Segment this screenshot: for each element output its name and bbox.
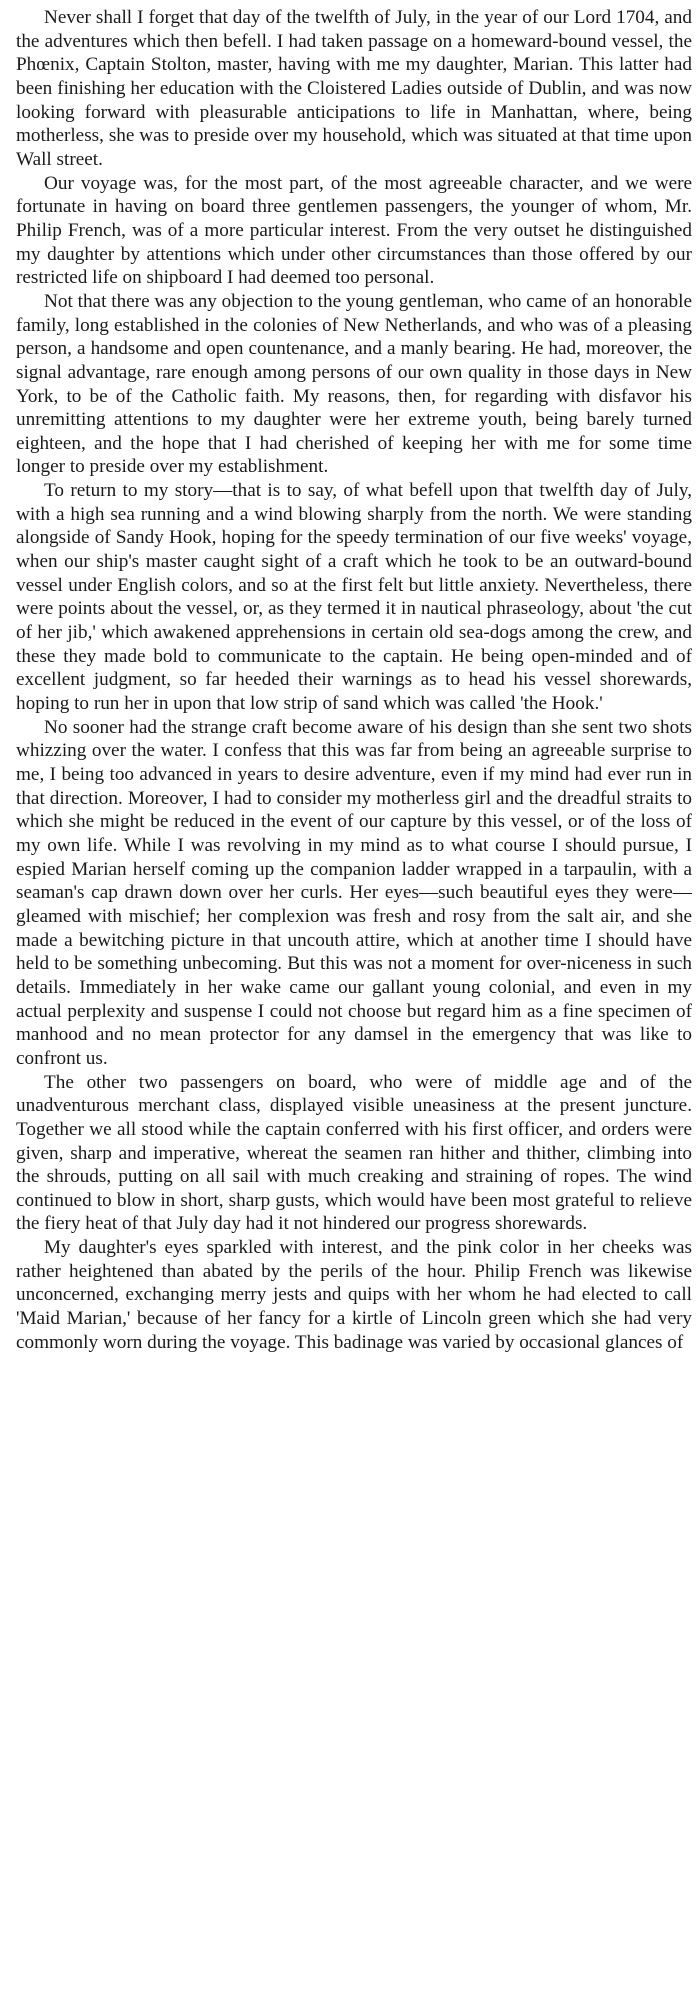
- paragraph-5: No sooner had the strange craft become aware of his design than she sent two shots whizzing over the water. I confess that this was far from being an agreeable surprise to me, I being too advanced in years to desire adventure, even if my mind had ever run in that direction. Moreover, I had to consider my motherless girl and the dreadful straits to which she might be reduced in the event of our capture by this vessel, or of the loss of my own life. While I was revolving in my mind as to what course I should pursue, I espied Marian herself coming up the companion ladder wrapped in a tarpaulin, with a seaman's cap drawn down over her curls. Her eyes—such beautiful eyes they were—gleamed with mischief; her complexion was fresh and rosy from the salt air, and she made a bewitching picture in that uncouth attire, which at another time I should have held to be something unbecoming. But this was not a moment for over-niceness in such details. Immediately in her wake came our gallant young colonial, and even in my actual perplexity and suspense I could not choose but regard him as a fine specimen of manhood and no mean protector for any damsel in the emergency that was like to confront us.: [16, 716, 692, 1069]
- paragraph-2: Our voyage was, for the most part, of the most agreeable character, and we were fortunate in having on board three gentlemen passengers, the younger of whom, Mr. Philip French, was of a more particular interest. From the very outset he distinguished my daughter by attentions which under other circumstances than those offered by our restricted life on shipboard I had deemed too personal.: [16, 172, 692, 289]
- paragraph-3: Not that there was any objection to the young gentleman, who came of an honorable family, long established in the colonies of New Netherlands, and who was of a pleasing person, a handsome and open countenance, and a manly bearing. He had, moreover, the signal advantage, rare enough among persons of our own quality in those days in New York, to be of the Catholic faith. My reasons, then, for regarding with disfavor his unremitting attentions to my daughter were her extreme youth, being barely turned eighteen, and the hope that I had cherished of keeping her with me for some time longer to preside over my establishment.: [16, 290, 692, 478]
- paragraph-4: To return to my story—that is to say, of what befell upon that twelfth day of July, with a high sea running and a wind blowing sharply from the north. We were standing alongside of Sandy Hook, hoping for the speedy termination of our five weeks' voyage, when our ship's master caught sight of a craft which he took to be an outward-bound vessel under English colors, and so at the first felt but little anxiety. Nevertheless, there were points about the vessel, or, as they termed it in nautical phraseology, about 'the cut of her jib,' which awakened apprehensions in certain old sea-dogs among the crew, and these they made bold to communicate to the captain. He being open-minded and of excellent judgment, so far heeded their warnings as to head his vessel shorewards, hoping to run her in upon that low strip of sand which was called 'the Hook.': [16, 480, 692, 715]
- paragraph-7: My daughter's eyes sparkled with interest, and the pink color in her cheeks was rather heightened than abated by the perils of the hour. Philip French was likewise unconcerned, exchanging merry jests and quips with her whom he had elected to call 'Maid Marian,' because of her fancy for a kirtle of Lincoln green which she had very commonly worn during the voyage. This badinage was varied by occasional glances of: [16, 1237, 692, 1353]
- paragraph-6: The other two passengers on board, who were of middle age and of the unadventurous merchant class, displayed visible uneasiness at the present juncture. Together we all stood while the captain conferred with his first officer, and orders were given, sharp and imperative, whereat the seamen ran hither and thither, climbing into the shrouds, putting on all sail with much creaking and straining of ropes. The wind continued to blow in short, sharp gusts, which would have been most grateful to relieve the fiery heat of that July day had it not hindered our progress shorewards.: [16, 1071, 692, 1235]
- paragraph-1: Never shall I forget that day of the twelfth of July, in the year of our Lord 1704, and the adventures which then befell. I had taken passage on a homeward-bound vessel, the Phœnix, Captain Stolton, master, having with me my daughter, Marian. This latter had been finishing her education with the Cloistered Ladies outside of Dublin, and was now looking forward with pleasurable anticipations to life in Manhattan, where, being motherless, she was to preside over my household, which was situated at that time upon Wall street.: [16, 7, 692, 170]
- document-page: [16, 6, 692, 1354]
